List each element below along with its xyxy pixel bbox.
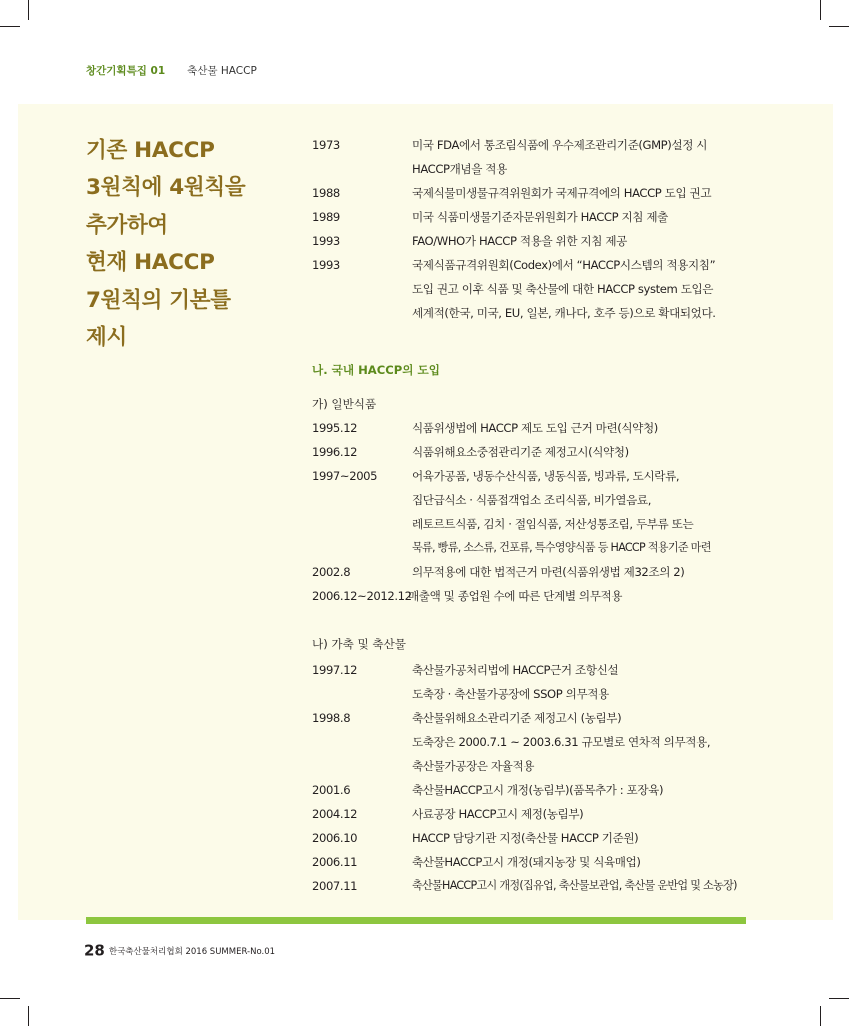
timeline-text: 국제식물미생물규격위원회가 국제규격에의 HACCP 도입 권고 [412,186,712,200]
crop-mark [28,0,29,20]
crop-mark [820,1006,821,1026]
subsection-heading: 나) 가축 및 축산물 [312,637,406,651]
timeline-text: 매출액 및 종업원 수에 따른 단계별 의무적용 [408,589,623,603]
timeline-row [312,584,772,608]
pull-quote-line: 3원칙에 4원칙을 [86,175,246,201]
timeline-text: 미국 FDA에서 통조림식품에 우수제조관리기준(GMP)설정 시 [412,138,708,152]
timeline-year: 1989 [312,210,340,224]
timeline-row [312,658,772,682]
timeline-year: 1997.12 [312,663,358,677]
timeline-row [312,229,772,253]
subsection-heading: 가) 일반식품 [312,397,377,411]
timeline-row [312,802,772,826]
crop-mark [0,26,20,27]
timeline-year: 2006.12~2012.12 [312,589,412,603]
timeline-row [312,157,772,181]
timeline-row [312,440,772,464]
timeline-year: 2001.6 [312,783,351,797]
timeline-text: 식품위생법에 HACCP 제도 도입 근거 마련(식약청) [412,421,658,435]
timeline-text: 축산물HACCP고시 개정(집유업, 축산물보관업, 축산물 운반업 및 소농장) [412,879,737,892]
crop-mark [0,998,20,999]
crop-mark [829,998,849,999]
pull-quote-line: 기존 HACCP [86,138,215,163]
timeline-text: 도축장 · 축산물가공장에 SSOP 의무적용 [412,687,609,701]
crop-mark [28,1006,29,1026]
section-subtitle: 축산물 HACCP [187,65,257,77]
timeline-row [312,682,772,706]
timeline-year: 1993 [312,234,340,248]
timeline-year: 1988 [312,186,340,200]
timeline-row [312,778,772,802]
timeline-year: 2007.11 [312,879,358,893]
timeline-year: 1993 [312,258,340,272]
timeline-year: 1998.8 [312,711,351,725]
timeline-text: FAO/WHO가 HACCP 적용을 위한 지침 제공 [412,234,627,248]
pull-quote [86,132,296,356]
timeline-text: 축산물HACCP고시 개정(돼지농장 및 식육매업) [412,855,641,869]
timeline-year: 2002.8 [312,565,351,579]
timeline-row [312,874,772,898]
timeline-text: HACCP 담당기관 지정(축산물 HACCP 기준원) [412,831,639,845]
timeline-year: 2004.12 [312,807,358,821]
timeline-year: 1973 [312,138,340,152]
page-footer [84,940,275,960]
timeline-row [312,181,772,205]
pull-quote-line: 7원칙의 기본틀 [86,287,231,313]
timeline-year: 1996.12 [312,445,358,459]
crop-mark [820,0,821,20]
timeline-text: 축산물위해요소관리기준 제정고시 (농림부) [412,711,622,725]
divider-bar [86,917,746,924]
timeline-row [312,464,772,488]
timeline-text: 집단급식소 · 식품접객업소 조리식품, 비가열음료, [412,493,651,507]
timeline-text: 세계적(한국, 미국, EU, 일본, 캐나다, 호주 등)으로 확대되었다. [412,306,716,320]
timeline-text: 축산물가공처리법에 HACCP근거 조항신설 [412,663,619,677]
timeline-text: 축산물HACCP고시 개정(농림부)(품목추가 : 포장육) [412,783,664,797]
timeline-text: 의무적용에 대한 법적근거 마련(식품위생법 제32조의 2) [412,565,685,579]
section-heading: 나. 국내 HACCP의 도입 [312,363,440,377]
timeline-year: 1997~2005 [312,469,378,483]
publication-name: 한국축산물처리협회 2016 SUMMER-No.01 [108,946,276,957]
section-label: 창간기획특집 01 [86,65,166,77]
timeline-text: 국제식품규격위원회(Codex)에서 “HACCP시스템의 적용지침” [412,258,716,272]
timeline-text: 어육가공품, 냉동수산식품, 냉동식품, 빙과류, 도시락류, [412,469,680,483]
pull-quote-line: 추가하여 [86,212,168,238]
pull-quote-line: 현재 HACCP [86,250,215,276]
timeline-year: 2006.11 [312,855,358,869]
timeline-text: 축산물가공장은 자율적용 [412,759,535,773]
timeline-row [312,205,772,229]
timeline-row [312,754,772,778]
timeline-text: 묵류, 빵류, 소스류, 건포류, 특수영양식품 등 HACCP 적용기준 마련 [412,541,711,554]
timeline-text: 도축장은 2000.7.1 ~ 2003.6.31 규모별로 연차적 의무적용, [412,735,711,749]
timeline-row [312,730,772,754]
page-number: 28 [84,941,105,960]
timeline-row [312,850,772,874]
timeline-row [312,512,772,536]
timeline-row [312,301,772,325]
timeline-row [312,706,772,730]
crop-mark [829,26,849,27]
timeline-text: 미국 식품미생물기준자문위원회가 HACCP 지침 제출 [412,210,668,224]
timeline-row [312,277,772,301]
timeline-row [312,536,772,560]
running-header [86,63,257,78]
timeline-text: HACCP개념을 적용 [412,162,507,176]
timeline-text: 레토르트식품, 김치 · 절임식품, 저산성통조림, 두부류 또는 [412,517,694,531]
timeline-text: 도입 권고 이후 식품 및 축산물에 대한 HACCP system 도입은 [412,282,714,296]
timeline-row [312,560,772,584]
timeline-year: 2006.10 [312,831,358,845]
timeline-row [312,416,772,440]
timeline-row [312,826,772,850]
timeline-text: 사료공장 HACCP고시 제정(농림부) [412,807,584,821]
timeline-year: 1995.12 [312,421,358,435]
timeline-row [312,488,772,512]
timeline-row [312,253,772,277]
timeline-text: 식품위해요소중점관리기준 제정고시(식약청) [412,445,629,459]
pull-quote-line: 제시 [86,324,127,350]
timeline-row [312,133,772,157]
